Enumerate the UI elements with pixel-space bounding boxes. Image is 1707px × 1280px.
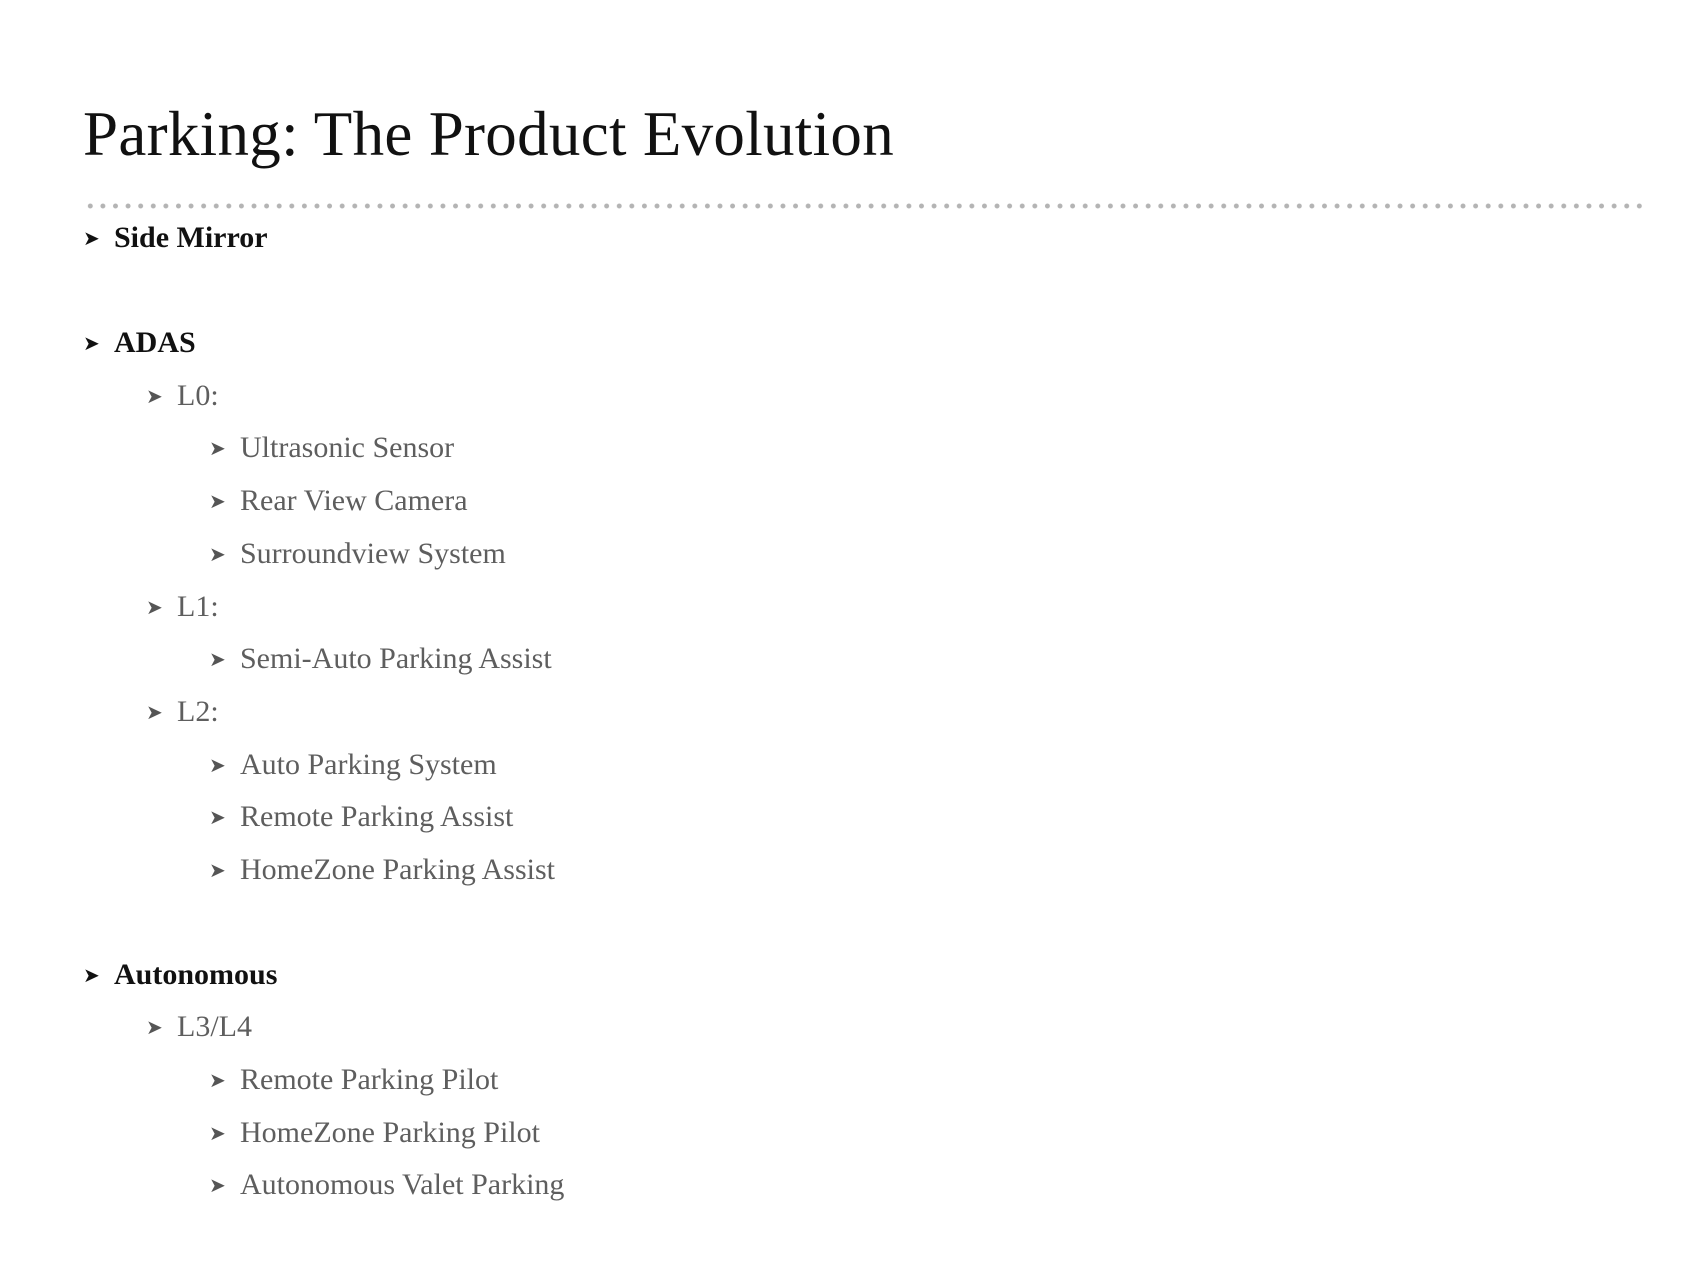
arrow-bullet-icon: ➤: [209, 647, 226, 671]
bullet-item: [83, 218, 268, 258]
bullet-text: Autonomous Valet Parking: [240, 1168, 565, 1201]
arrow-bullet-icon: ➤: [209, 753, 226, 777]
arrow-bullet-icon: ➤: [146, 384, 163, 408]
bullet-item: [209, 745, 497, 785]
arrow-bullet-icon: ➤: [209, 1173, 226, 1197]
arrow-bullet-icon: ➤: [146, 1015, 163, 1039]
bullet-item: [209, 1060, 498, 1100]
arrow-bullet-icon: ➤: [209, 805, 226, 829]
bullet-text: Auto Parking System: [240, 748, 497, 781]
bullet-text: Autonomous: [114, 958, 278, 991]
bullet-text: L0:: [177, 379, 219, 412]
bullet-text: Semi-Auto Parking Assist: [240, 642, 552, 675]
bullet-item: [146, 1007, 252, 1047]
bullet-text: HomeZone Parking Pilot: [240, 1116, 540, 1149]
arrow-bullet-icon: ➤: [83, 331, 100, 355]
bullet-text: Surroundview System: [240, 537, 506, 570]
bullet-text: Remote Parking Assist: [240, 800, 514, 833]
bullet-item: [209, 850, 555, 890]
bullet-text: Remote Parking Pilot: [240, 1063, 499, 1096]
bullet-text: L1:: [177, 590, 219, 623]
bullet-item: [146, 692, 219, 732]
arrow-bullet-icon: ➤: [146, 595, 163, 619]
bullet-text: Ultrasonic Sensor: [240, 431, 455, 464]
bullet-item: [146, 587, 219, 627]
bullet-text: ADAS: [114, 326, 196, 359]
bullet-item: [209, 797, 513, 837]
bullet-text: Rear View Camera: [240, 484, 468, 517]
arrow-bullet-icon: ➤: [83, 963, 100, 987]
bullet-text: HomeZone Parking Assist: [240, 853, 555, 886]
bullet-item: [209, 534, 506, 574]
arrow-bullet-icon: ➤: [209, 1068, 226, 1092]
arrow-bullet-icon: ➤: [209, 858, 226, 882]
bullet-text: Side Mirror: [114, 221, 268, 254]
slide-title: Parking: The Product Evolution: [83, 99, 895, 169]
arrow-bullet-icon: ➤: [146, 700, 163, 724]
bullet-item: [146, 376, 219, 416]
bullet-item: [209, 481, 468, 521]
bullet-item: [209, 1113, 540, 1153]
arrow-bullet-icon: ➤: [209, 1121, 226, 1145]
bullet-item: [209, 428, 454, 468]
arrow-bullet-icon: ➤: [209, 489, 226, 513]
arrow-bullet-icon: ➤: [209, 436, 226, 460]
bullet-text: L3/L4: [177, 1010, 252, 1043]
bullet-item: [209, 1165, 564, 1205]
bullet-item: [83, 955, 277, 995]
arrow-bullet-icon: ➤: [209, 542, 226, 566]
bullet-item: [83, 323, 196, 363]
bullet-item: [209, 639, 552, 679]
bullet-text: L2:: [177, 695, 219, 728]
arrow-bullet-icon: ➤: [83, 226, 100, 250]
